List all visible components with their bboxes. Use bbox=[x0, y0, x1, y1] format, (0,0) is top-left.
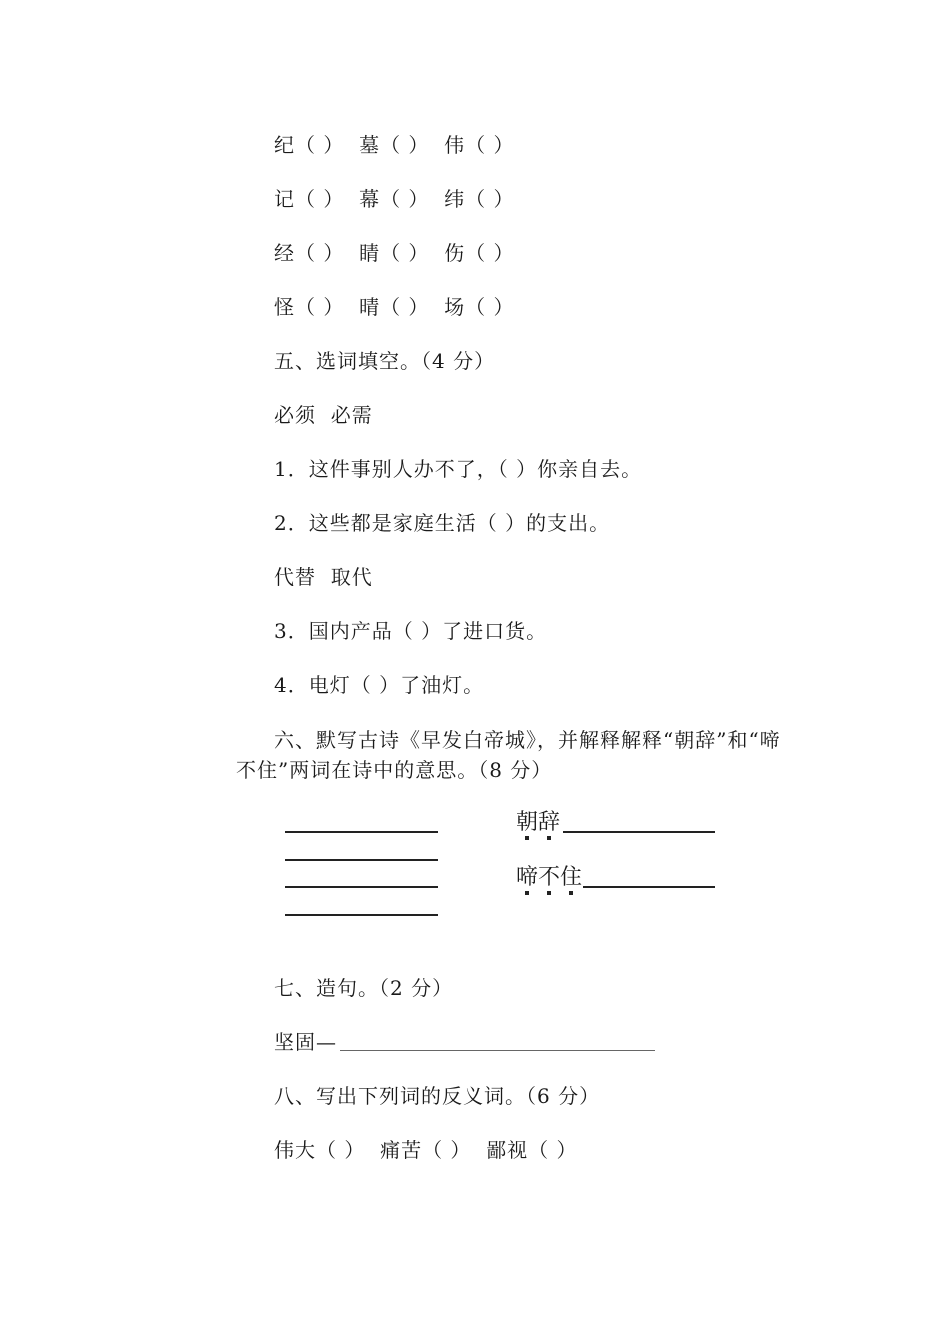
section5-word-pair-2: 代替 取代 bbox=[274, 565, 373, 589]
poem-answer-line-4[interactable] bbox=[285, 914, 438, 916]
char-row-2: 记（ ） 幕（ ） 纬（ ） bbox=[274, 187, 515, 211]
emphasis-dot bbox=[525, 891, 529, 895]
poem-answer-line-2[interactable] bbox=[285, 859, 438, 861]
sentence-answer-line[interactable] bbox=[340, 1050, 655, 1051]
emphasis-dot bbox=[547, 891, 551, 895]
explain-answer-line-1[interactable] bbox=[563, 831, 715, 833]
section5-question-4: 4．电灯（ ）了油灯。 bbox=[274, 673, 485, 697]
emphasis-dot bbox=[569, 891, 573, 895]
explain-word-1: 朝辞 bbox=[516, 810, 561, 835]
section5-question-3: 3．国内产品（ ）了进口货。 bbox=[274, 619, 548, 643]
section5-question-1: 1．这件事别人办不了，（ ）你亲自去。 bbox=[274, 457, 643, 481]
section5-title: 五、选词填空。（4 分） bbox=[274, 349, 496, 373]
section8-words: 伟大（ ） 痛苦（ ） 鄙视（ ） bbox=[274, 1138, 578, 1162]
section5-word-pair-1: 必须 必需 bbox=[274, 403, 373, 427]
emphasis-dot bbox=[547, 836, 551, 840]
section8-title: 八、写出下列词的反义词。（6 分） bbox=[274, 1084, 601, 1108]
explain-word-2: 啼不住 bbox=[516, 865, 583, 890]
explain-answer-line-2[interactable] bbox=[583, 886, 715, 888]
section6-title: 六、默写古诗《早发白帝城》，并解释解释“朝辞”和“啼不住”两词在诗中的意思。（8 分） bbox=[236, 728, 781, 782]
section7-title: 七、造句。（2 分） bbox=[274, 976, 454, 1000]
section5-question-2: 2．这些都是家庭生活（ ）的支出。 bbox=[274, 511, 611, 535]
char-row-4: 怪（ ） 晴（ ） 场（ ） bbox=[274, 295, 515, 319]
char-row-3: 经（ ） 睛（ ） 伤（ ） bbox=[274, 241, 515, 265]
section7-word: 坚固— bbox=[274, 1030, 337, 1054]
poem-answer-line-1[interactable] bbox=[285, 831, 438, 833]
poem-answer-line-3[interactable] bbox=[285, 886, 438, 888]
char-row-1: 纪（ ） 墓（ ） 伟（ ） bbox=[274, 133, 515, 157]
emphasis-dot bbox=[525, 836, 529, 840]
